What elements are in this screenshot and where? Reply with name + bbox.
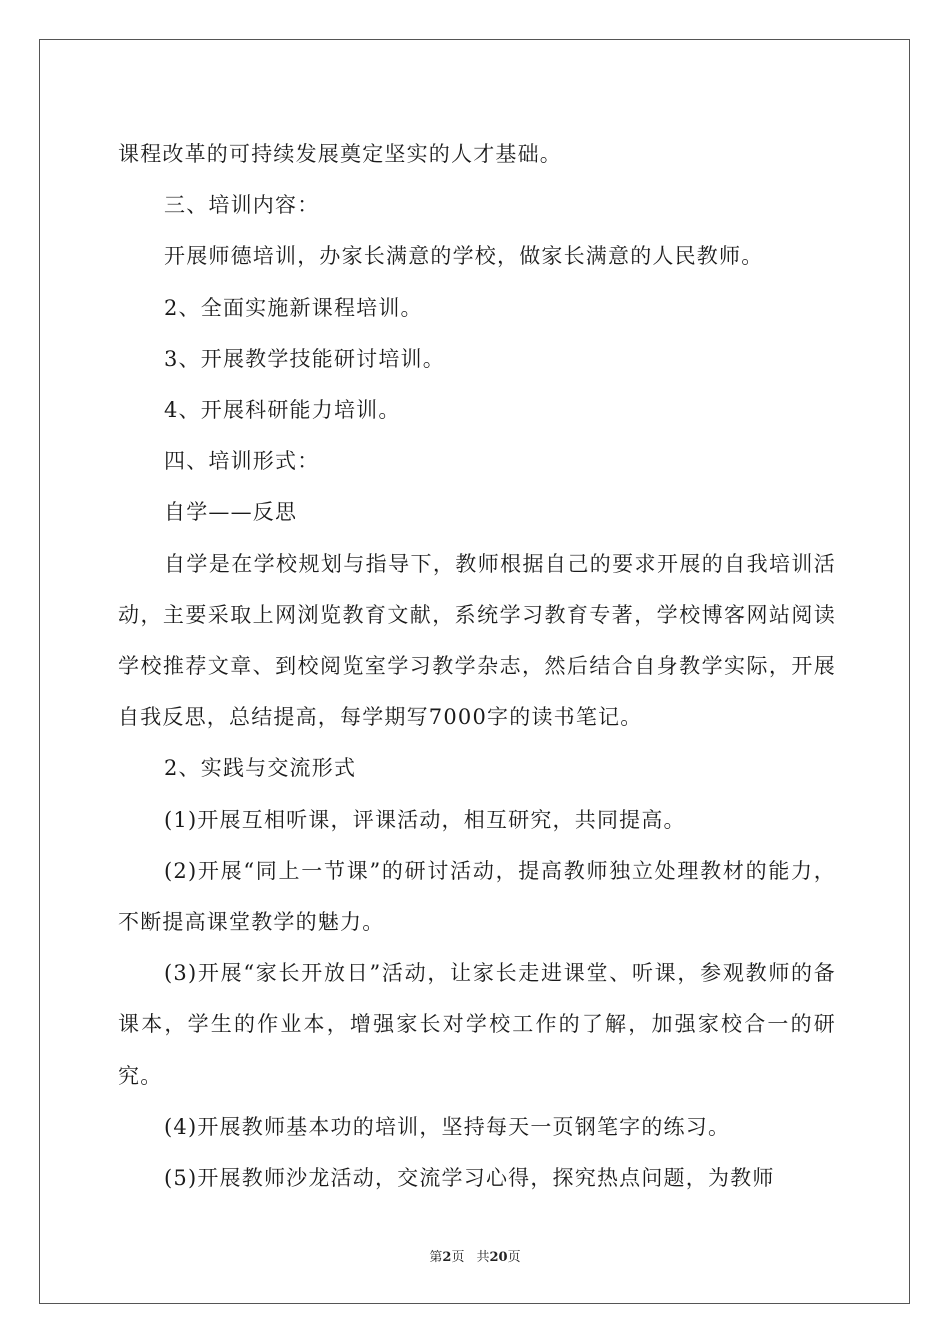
paragraph-1: 课程改革的可持续发展奠定坚实的人才基础。 xyxy=(118,142,562,166)
paragraph-4: 2、全面实施新课程培训。 xyxy=(164,295,423,320)
paragraph-15: (5)开展教师沙龙活动，交流学习心得，探究热点问题，为教师 xyxy=(164,1166,775,1191)
paragraph-8: 自学——反思 xyxy=(164,500,298,525)
paragraph-14: (4)开展教师基本功的培训，坚持每天一页钢笔字的练习。 xyxy=(164,1114,731,1139)
total-prefix: 共 xyxy=(476,1250,490,1265)
paragraph-7: 四、培训形式： xyxy=(164,449,320,474)
page-suffix: 页 xyxy=(451,1250,465,1265)
page-footer xyxy=(0,1246,950,1265)
paragraph-2: 三、培训内容： xyxy=(164,193,320,218)
total-suffix: 页 xyxy=(507,1250,521,1265)
paragraph-12: (2)开展“同上一节课”的研讨活动，提高教师独立处理教材的能力，不断提高课堂教学的魅力。 xyxy=(118,858,836,935)
paragraph-13: (3)开展“家长开放日”活动，让家长走进课堂、听课，参观教师的备课本，学生的作业本，增强家长对学校工作的了解，加强家校合一的研究。 xyxy=(118,961,836,1088)
paragraph-10: 2、实践与交流形式 xyxy=(164,756,357,781)
paragraph-3: 开展师德培训，办家长满意的学校，做家长满意的人民教师。 xyxy=(164,244,764,269)
paragraph-6: 4、开展科研能力培训。 xyxy=(164,398,401,423)
page-number: 2 xyxy=(442,1250,452,1265)
document-body xyxy=(118,129,836,1204)
paragraph-9: 自学是在学校规划与指导下，教师根据自己的要求开展的自我培训活动，主要采取上网浏览教育文献，系统学习教育专著，学校博客网站阅读学校推荐文章、到校阅览室学习教学杂志，然后结合自身教学实际，开展自我反思，总结提高，每学期写7000字的读书笔记。 xyxy=(118,551,836,730)
page-prefix: 第 xyxy=(429,1250,443,1265)
paragraph-11: (1)开展互相听课，评课活动，相互研究，共同提高。 xyxy=(164,807,686,832)
paragraph-5: 3、开展教学技能研讨培训。 xyxy=(164,346,445,371)
total-pages: 20 xyxy=(489,1250,508,1265)
